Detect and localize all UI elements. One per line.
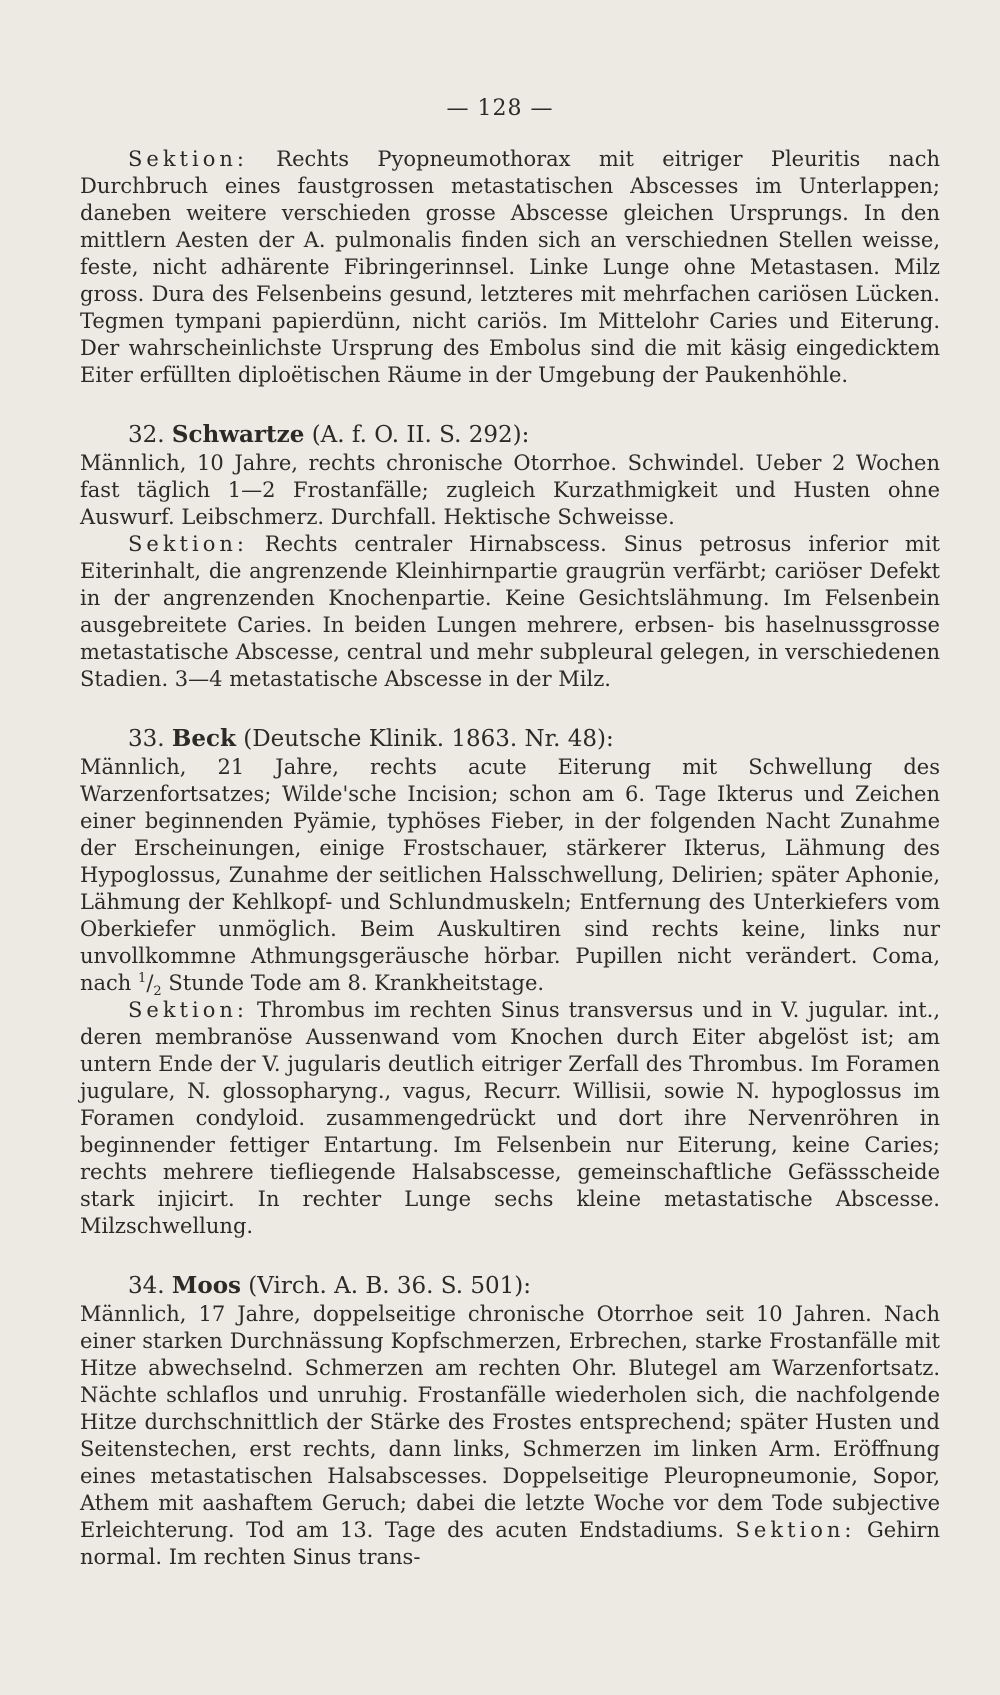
case-author: Schwartze: [171, 421, 305, 448]
fraction-denominator: 2: [153, 984, 162, 1000]
case-text-a: Männlich, 21 Jahre, rechts acute Eiterung mit Schwellung des Warzenfortsatzes; Wilde'sche Incision; schon am 6. Tage Ikterus und Zeichen einer beginnenden Pyämie, typhöses Fieber, in der folgenden Nacht Zunahme der Erscheinungen, einige Frostschauer, stärkerer Ikterus, Lähmung des Hypoglossus, Zunahme der seitlichen Halsschwellung, Delirien; später Aphonie, Lähmung der Kehlkopf- und Schlundmuskeln; Entfernung des Unterkiefers vom Oberkiefer unmöglich. Beim Auskultiren sind rechts keine, links nur unvollkommne Athmungsgeräusche hörbar. Pupillen nicht verändert. Coma, nach: [80, 755, 940, 995]
page-number: — 128 —: [446, 96, 554, 121]
page-body: [80, 146, 940, 1571]
paragraph-sektion-31: [80, 146, 940, 389]
sektion-label: Sektion:: [128, 998, 248, 1022]
case-text: Männlich, 17 Jahre, doppelseitige chronische Otorrhoe seit 10 Jahren. Nach einer starken Durchnässung Kopfschmerzen, Erbrechen, starke Frostanfälle mit Hitze abwechselnd. Schmerzen am rechten Ohr. Blutegel am Warzenfortsatz. Nächte schlaflos und unruhig. Frostanfälle wiederholen sich, die nachfolgende Hitze durchschnittlich der Stärke des Frostes entsprechend; später Husten und Seitenstechen, erst rechts, dann links, Schmerzen im linken Arm. Eröffnung eines metastatischen Halsabscesses. Doppelseitige Pleuropneumonie, Sopor, Athem mit aashaftem Geruch; dabei die letzte Woche vor dem Tode subjective Erleichterung. Tod am 13. Tage des acuten Endstadiums.: [80, 1302, 940, 1542]
case-heading-33: [80, 724, 940, 754]
sektion-text: Thrombus im rechten Sinus transversus und in V. jugular. int., deren membranöse Aussenwand vom Knochen durch Eiter abgelöst ist; am untern Ende der V. jugularis deutlich eitriger Zerfall des Thrombus. Im Foramen jugulare, N. glossopharyng., vagus, Recurr. Willisii, sowie N. hypoglossus im Foramen condyloid. zusammengedrückt und dort ihre Nervenröhren in beginnender fettiger Entartung. Im Felsenbein nur Eiterung, keine Caries; rechts mehrere tiefliegende Halsabscesse, gemeinschaftliche Gefässscheide stark injicirt. In rechter Lunge sechs kleine metastatische Abscesse. Milzschwellung.: [80, 998, 940, 1238]
case-reference: (A. f. O. II. S. 292):: [311, 422, 530, 448]
case-heading-34: [80, 1271, 940, 1301]
case-author: Beck: [171, 725, 236, 752]
sektion-label: Sektion:: [128, 147, 248, 171]
sektion-label: Sektion:: [735, 1518, 856, 1542]
case-text-34: [80, 1301, 940, 1571]
case-text-33: Männlich, 21 Jahre, rechts acute Eiterung mit Schwellung des Warzenfortsatzes; Wilde'sche Incision; schon am 6. Tage Ikterus und Zeichen einer beginnenden Pyämie, typhöses Fieber, in der folgenden Nacht Zunahme der Erscheinungen, einige Frostschauer, stärkerer Ikterus, Lähmung des Hypoglossus, Zunahme der seitlichen Halsschwellung, Delirien; später Aphonie, Lähmung der Kehlkopf- und Schlundmuskeln; Entfernung des Unterkiefers vom Oberkiefer unmöglich. Beim Auskultiren sind rechts keine, links nur unvollkommne Athmungsgeräusche hörbar. Pupillen nicht verändert. Coma, nach $^1/_2$ Stunde Tode am 8. Krankheitstage.: [80, 755, 940, 1000]
case-reference: (Deutsche Klinik. 1863. Nr. 48):: [243, 726, 614, 752]
case-text-32: Männlich, 10 Jahre, rechts chronische Otorrhoe. Schwindel. Ueber 2 Wochen fast täglich 1—2 Frostanfälle; zugleich Kurzathmigkeit und Husten ohne Auswurf. Leibschmerz. Durchfall. Hektische Schweisse.: [80, 451, 940, 529]
sektion-33: [80, 997, 940, 1240]
case-text-b: Stunde Tode am 8. Krankheitstage.: [168, 971, 545, 995]
sektion-text: Rechts centraler Hirnabscess. Sinus petrosus inferior mit Eiterinhalt, die angrenzende Kleinhirnpartie graugrün verfärbt; cariöser Defekt in der angrenzenden Knochenpartie. Keine Gesichtslähmung. Im Felsenbein ausgebreitete Caries. In beiden Lungen mehrere, erbsen- bis haselnussgrosse metastatische Abscesse, central und mehr subpleural gelegen, in verschiedenen Stadien. 3—4 metastatische Abscesse in der Milz.: [80, 532, 940, 691]
case-reference: (Virch. A. B. 36. S. 501):: [248, 1273, 531, 1299]
paragraph-text: Rechts Pyopneumothorax mit eitriger Pleuritis nach Durchbruch eines faustgrossen metastatischen Abscesses im Unterlappen; daneben weitere verschieden grosse Abscesse gleichen Ursprungs. In den mittlern Aesten der A. pulmonalis finden sich an verschiednen Stellen weisse, feste, nicht adhärente Fibringerinnsel. Linke Lunge ohne Metastasen. Milz gross. Dura des Felsenbeins gesund, letzteres mit mehrfachen cariösen Lücken. Tegmen tympani papierdünn, nicht cariös. Im Mittelohr Caries und Eiterung. Der wahrscheinlichste Ursprung des Embolus sind die mit käsig eingedicktem Eiter erfüllten diploëtischen Räume in der Umgebung der Paukenhöhle.: [80, 147, 940, 387]
case-number: 32.: [128, 422, 165, 448]
sektion-label: Sektion:: [128, 532, 248, 556]
sektion-text: Gehirn normal. Im rechten Sinus trans-: [80, 1518, 940, 1569]
case-author: Moos: [171, 1272, 241, 1299]
case-number: 33.: [128, 726, 165, 752]
case-number: 34.: [128, 1273, 165, 1299]
fraction-numerator: 1: [138, 971, 147, 986]
case-heading-32: [80, 420, 940, 450]
sektion-32: [80, 531, 940, 693]
